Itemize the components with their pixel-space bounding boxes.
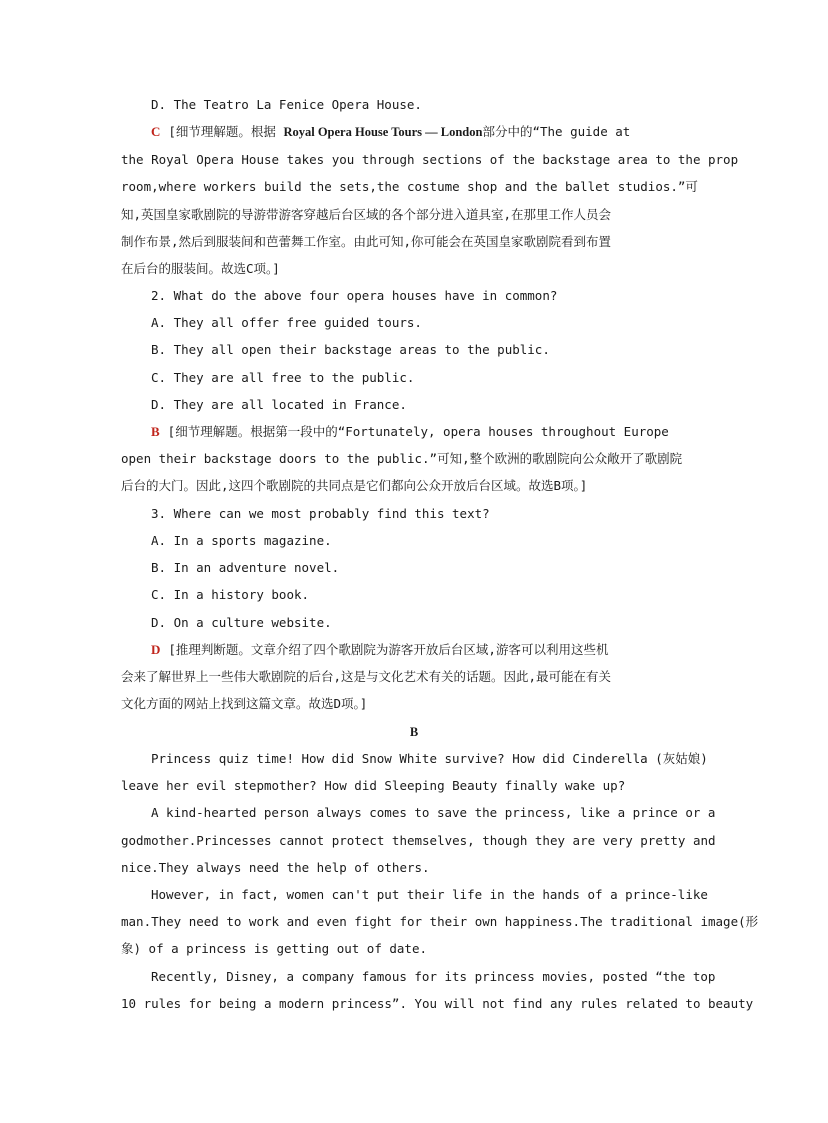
q1-explanation-line-4: 知,英国皇家歌剧院的导游带游客穿越后台区域的各个部分进入道具室,在那里工作人员会: [121, 207, 612, 222]
q2-explanation-line-1: [151, 423, 674, 441]
q2-answer-letter: B: [151, 424, 160, 439]
q1-explanation-line-3: room,where workers build the sets,the costume shop and the ballet studios.”可: [121, 179, 698, 194]
q1-explanation-line-1: [151, 123, 674, 141]
section-b-heading: B: [409, 725, 419, 739]
passage-p4-line-1: Recently, Disney, a company famous for its princess movies, posted “the top: [151, 969, 716, 984]
q2-option-a: A. They all offer free guided tours.: [151, 315, 422, 330]
q3-explanation-line-2: 会来了解世界上一些伟大歌剧院的后台,这是与文化艺术有关的话题。因此,最可能在有关: [121, 669, 612, 684]
q2-option-b: B. They all open their backstage areas to the public.: [151, 342, 550, 357]
q2-question: 2. What do the above four opera houses have in common?: [151, 288, 558, 303]
passage-p2-line-3: nice.They always need the help of others.: [121, 860, 430, 875]
q2-option-c: C. They are all free to the public.: [151, 370, 415, 385]
q1-explanation-line-6: 在后台的服装间。故选C项。]: [121, 261, 280, 276]
q2-option-d: D. They are all located in France.: [151, 397, 407, 412]
q2-explanation-line-2: open their backstage doors to the public.”可知,整个欧洲的歌剧院向公众敞开了歌剧院: [121, 451, 683, 466]
q1-exp-rest: 部分中的“The guide at: [482, 124, 631, 139]
q1-option-d: D. The Teatro La Fenice Opera House.: [151, 97, 422, 112]
q3-explanation-line-1: [151, 641, 674, 659]
passage-p2-line-1: A kind-hearted person always comes to save the princess, like a prince or a: [151, 805, 716, 820]
q1-answer-letter: C: [151, 124, 161, 139]
passage-p1-line-1: Princess quiz time! How did Snow White survive? How did Cinderella (灰姑娘): [151, 751, 708, 766]
q2-explanation-line-3: 后台的大门。因此,这四个歌剧院的共同点是它们都向公众开放后台区域。故选B项。]: [121, 478, 588, 493]
q1-exp-bold-section: Royal Opera House Tours — London: [283, 125, 483, 139]
q3-answer-letter: D: [151, 642, 161, 657]
q2-exp-text: [细节理解题。根据第一段中的“Fortunately, opera houses throughout Europe: [167, 424, 669, 439]
q3-question: 3. Where can we most probably find this text?: [151, 506, 490, 521]
passage-p4-line-2: 10 rules for being a modern princess”. You will not find any rules related to beauty: [121, 996, 754, 1011]
q3-explanation-line-3: 文化方面的网站上找到这篇文章。故选D项。]: [121, 696, 368, 711]
q1-exp-prefix: [细节理解题。根据: [168, 124, 284, 139]
q3-option-a: A. In a sports magazine.: [151, 533, 332, 548]
q1-explanation-line-5: 制作布景,然后到服装间和芭蕾舞工作室。由此可知,你可能会在英国皇家歌剧院看到布置: [121, 234, 612, 249]
passage-p3-line-2: man.They need to work and even fight for their own happiness.The traditional image(形: [121, 914, 759, 929]
passage-p1-line-2: leave her evil stepmother? How did Sleeping Beauty finally wake up?: [121, 778, 626, 793]
q1-explanation-line-2: the Royal Opera House takes you through sections of the backstage area to the prop: [121, 152, 739, 167]
passage-p2-line-2: godmother.Princesses cannot protect themselves, though they are very pretty and: [121, 833, 716, 848]
passage-p3-line-1: However, in fact, women can't put their life in the hands of a prince-like: [151, 887, 708, 902]
q3-option-c: C. In a history book.: [151, 587, 310, 602]
q3-option-b: B. In an adventure novel.: [151, 560, 340, 575]
q3-option-d: D. On a culture website.: [151, 615, 332, 630]
q3-exp-text: [推理判断题。文章介绍了四个歌剧院为游客开放后台区域,游客可以利用这些机: [168, 642, 609, 657]
passage-p3-line-3: 象) of a princess is getting out of date.: [121, 941, 427, 956]
